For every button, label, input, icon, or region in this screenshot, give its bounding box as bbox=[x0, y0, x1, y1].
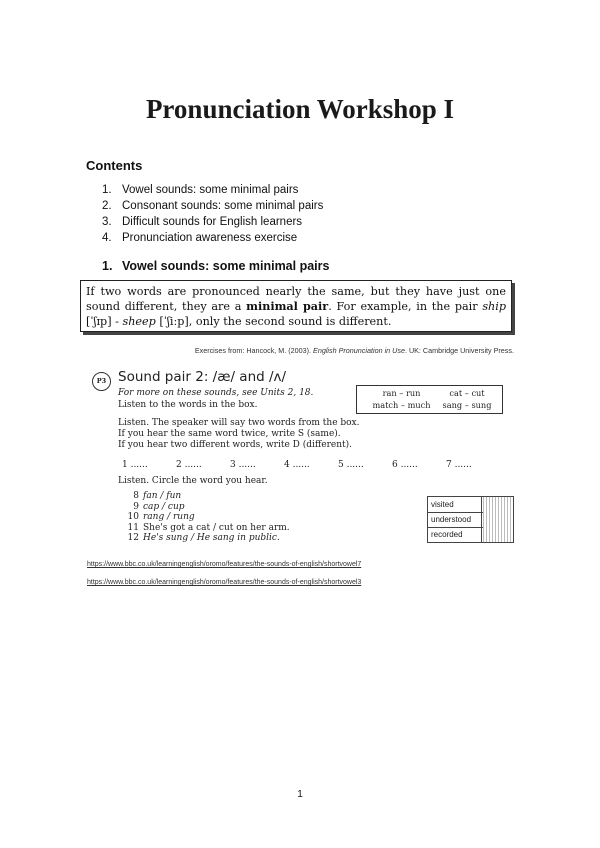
toc-item: 3. Difficult sounds for English learners bbox=[102, 216, 303, 228]
answer-blank: 2 ...... bbox=[176, 460, 202, 470]
instruction-line: Listen. The speaker will say two words from the box. bbox=[118, 418, 360, 428]
word-box bbox=[356, 385, 503, 414]
answer-blank: 5 ...... bbox=[338, 460, 364, 470]
checklist-row-visited: visited bbox=[428, 497, 513, 513]
contents-heading: Contents bbox=[86, 158, 143, 173]
circle-instruction: Listen. Circle the word you hear. bbox=[118, 476, 268, 486]
list-item: 11 She's got a cat / cut on her arm. bbox=[127, 522, 290, 533]
bbc-link-shortvowel3[interactable]: https://www.bbc.co.uk/learningenglish/oromo/features/the-sounds-of-english/shortvowel3 bbox=[87, 579, 362, 586]
answer-blank: 7 ...... bbox=[446, 460, 472, 470]
checklist-row-understood: understood bbox=[428, 512, 513, 528]
bbc-link-shortvowel7[interactable]: https://www.bbc.co.uk/learningenglish/oromo/features/the-sounds-of-english/shortvowel7 bbox=[87, 561, 362, 568]
definition-box: If two words are pronounced nearly the same, but they have just one sound different, they are a minimal pair. For example, in the pair ship [ˈʃɪp] - sheep [ˈʃiːp], only the second sound is different. bbox=[80, 280, 512, 332]
word-box-row: match – much sang – sung bbox=[372, 400, 492, 410]
checklist-row-recorded: recorded bbox=[428, 527, 513, 542]
answer-blank: 3 ...... bbox=[230, 460, 256, 470]
source-citation: Exercises from: Hancock, M. (2003). English Pronunciation in Use. UK: Cambridge University Press. bbox=[194, 346, 514, 355]
instruction-line: If you hear two different words, write D (different). bbox=[118, 440, 352, 450]
section-heading: 1. Vowel sounds: some minimal pairs bbox=[102, 259, 330, 273]
table-of-contents bbox=[102, 182, 323, 246]
list-item: 8 fan / fun bbox=[133, 491, 182, 501]
list-item: 10 rang / rung bbox=[127, 512, 195, 522]
listen-instruction: Listen to the words in the box. bbox=[118, 400, 258, 410]
word-box-row: ran – run cat – cut bbox=[382, 388, 485, 398]
page-number: 1 bbox=[297, 789, 303, 800]
term-minimal-pair: minimal pair bbox=[246, 299, 329, 313]
toc-item: 1. Vowel sounds: some minimal pairs bbox=[102, 184, 299, 196]
list-item: 12 He's sung / He sang in public. bbox=[127, 533, 280, 543]
exercise-items bbox=[125, 491, 290, 544]
exercise-scan bbox=[92, 368, 522, 553]
toc-item: 2. Consonant sounds: some minimal pairs bbox=[102, 200, 324, 212]
list-item: 9 cap / cup bbox=[133, 501, 185, 512]
answer-blank: 6 ...... bbox=[392, 460, 418, 470]
instruction-line: If you hear the same word twice, write S (same). bbox=[118, 429, 341, 439]
cd-audio-icon: P3 bbox=[92, 372, 111, 391]
progress-checklist bbox=[427, 496, 514, 543]
page-title: Pronunciation Workshop I bbox=[145, 94, 455, 124]
toc-item: 4. Pronunciation awareness exercise bbox=[102, 232, 298, 244]
exercise-note: For more on these sounds, see Units 2, 18. bbox=[118, 388, 314, 398]
exercise-title: Sound pair 2: /æ/ and /ʌ/ bbox=[118, 369, 287, 385]
answer-blank: 4 ...... bbox=[284, 460, 310, 470]
answer-blank: 1 ...... bbox=[122, 460, 148, 470]
